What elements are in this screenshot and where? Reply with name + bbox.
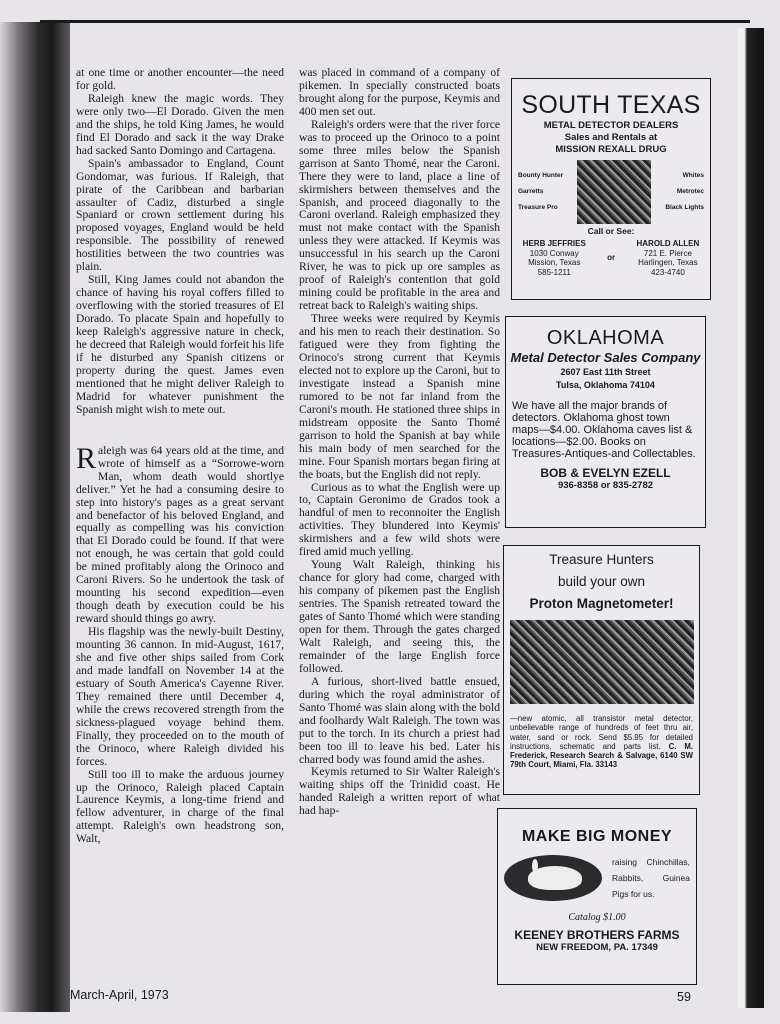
article-column-middle: [299, 67, 500, 818]
ad-oklahoma: [505, 316, 706, 528]
brand-list-left: [518, 168, 563, 216]
right-edge-bar: [738, 28, 764, 1008]
call-label: Call or See:: [587, 226, 635, 236]
ad-title: MAKE BIG MONEY: [521, 828, 673, 845]
brand-list-right: [665, 168, 704, 216]
paragraph: was placed in command of a company of pikemen. In specially constructed boats brought along for the purpose, Keymis and 400 men set out.: [299, 66, 500, 118]
rabbit-illustration: [504, 855, 602, 901]
page-number: 59: [677, 990, 691, 1004]
paragraph: Three weeks were required by Keymis and his men to reach their destination. So fatigued were they from fighting the Orinoco's strong current that Keymis elected not to explore up the Caroni, but to investigate instead a Spanish mine rumored to be not far inland from the Caroni's mouth. He stationed three ships in midstream opposite the Santo Thomé garrison to hold the Spanish at bay while his main body of men searched for the mine. Four Spanish mortars began firing at the boats, but the English did not reply.: [299, 312, 500, 481]
ad-body: [504, 714, 699, 770]
paragraph: His flagship was the newly-built Destiny, mounting 36 cannon. In mid-August, 1617, she and five other ships sailed from Cork and made landfall on November 14 at the estuary of South America's Cayenne River. They remained there until December 4, while the crews recovered strength from the sickness-plagued voyage behind them. Finally, they proceeded on to the mouth of the Orinoco, where Raleigh divided his forces.: [76, 625, 284, 768]
paragraph: Still too ill to make the arduous journey up the Orinoco, Raleigh placed Captain Laurence Keymis, a long-time friend and fellow adventurer, in charge of the final attempt. Raleigh's own headstrong son, Walt,: [76, 767, 284, 846]
brand: Whites: [682, 172, 704, 179]
ad-title: SOUTH TEXAS: [521, 91, 701, 119]
paragraph: Keymis returned to Sir Walter Raleigh's waiting ships off the Trinidid coast. He handed Raleigh a written report of what had hap-: [299, 765, 500, 818]
contact-harold-allen: [636, 239, 699, 277]
contact-phone: 585-1211: [537, 267, 571, 277]
ad-keeney-brothers: [497, 808, 697, 985]
drop-cap: R: [76, 441, 97, 475]
paragraph: A furious, short-lived battle ensued, during which the royal administrator of Santo Thomé was slain along with the bold and foolhardy Walt Raleigh. The town was put to the torch. In its church a priest had been too ill to leave his bed. Later his charred body was found amid the ashes.: [299, 674, 500, 766]
or-label: or: [607, 253, 616, 263]
contact-city: Harlingen, Texas: [638, 258, 698, 267]
contact-name: HERB JEFFRIES: [522, 239, 586, 248]
ad-south-texas: [511, 78, 711, 300]
brand: Black Lights: [665, 204, 704, 211]
ad-city: Tulsa, Oklahoma 74104: [556, 380, 655, 390]
ad-desc: raising Chinchillas, Rabbits, Guinea Pigs for us.: [612, 857, 690, 899]
paragraph: Still, King James could not abandon the chance of having his royal coffers filled to overflowing with the storied treasures of El Dorado. To placate Spain and hopefully to keep Raleigh's aggressive nature in check, he decreed that Raleigh would forfeit his life if he disturbed any Spanish citizens or property during the quest. James even mentioned that he might deliver Raleigh to Madrid for whatever punishment the Spanish might wish to mete out.: [76, 273, 284, 416]
ad-names: BOB & EVELYN EZELL: [540, 466, 671, 480]
page-binding-shadow: [0, 22, 70, 1012]
ad-subtitle: Sales and Rentals at: [564, 132, 658, 143]
contact-phone: 423-4740: [650, 267, 685, 277]
ad-street: 2607 East 11th Street: [560, 367, 651, 377]
ad-proton-magnetometer: [503, 545, 700, 795]
brand: Bounty Hunter: [518, 172, 564, 179]
brand: Garretts: [518, 188, 544, 195]
dropcap-paragraph: [76, 441, 284, 626]
contact-city: Mission, Texas: [528, 258, 581, 267]
brand: Treasure Pro: [518, 204, 558, 211]
ad-title: OKLAHOMA: [546, 327, 665, 349]
ad-company: Metal Detector Sales Company: [510, 350, 701, 365]
metal-detectors-photo: [577, 160, 651, 224]
ad-body: We have all the major brands of detectors. Oklahoma ghost town maps—$4.00. Oklahoma caves list & locations—$2.00. Books on Treasures-Antiques-and Collectables.: [512, 400, 696, 460]
ad-company: KEENEY BROTHERS FARMS: [514, 928, 680, 942]
contact-street: 721 E. Pierce: [643, 248, 692, 258]
contact-street: 1030 Conway: [529, 248, 579, 258]
ad-phones: 936-8358 or 835-2782: [557, 480, 654, 491]
brand: Metrotec: [676, 188, 704, 195]
paragraph: Raleigh's orders were that the river force was to proceed up the Orinoco to a point some three miles below the Spanish garrison at Santo Thomé, near the Caroni. There they were to land, place a line of skirmishers between themselves and the Spanish, and proceed diagonally to the Caroni overland. Raleigh emphasized they must not make contact with the Spanish unless they were attacked. If Keymis was unsuccessful in his search up the Caroni River, he was to pick up ore samples as proof of Raleigh's contention that gold mining could be profitable in the area and retreat back to Raleigh's waiting ships.: [299, 117, 500, 313]
paragraph: Young Walt Raleigh, thinking his chance for glory had come, charged with his company of pikemen past the English sentries. The Spanish retreated toward the gates of Santo Thomé which were standing open for them. Through the gates charged Walt Raleigh, and seeing this, the remainder of the large English force followed.: [299, 558, 500, 675]
ad-subtitle: MISSION REXALL DRUG: [555, 144, 667, 155]
ad-contact: C. M. Frederick, Research Search & Salvage, 6140 SW 79th Court, Miami, Fla. 33143: [510, 741, 694, 770]
paragraph: Curious as to what the English were up to, Captain Geronimo de Grados took a handful of men to reconnoiter the English activities. They blundered into Keymis' skirmishers and a few wild shots were fired amid much yelling.: [299, 480, 500, 559]
ad-headline: build your own: [557, 574, 646, 589]
top-rule: [40, 20, 750, 23]
paragraph: Raleigh knew the magic words. They were only two—El Dorado. Given the men and the ships, he told King James, he would find El Dorado and sack it the way Drake had sacked Santo Domingo and Cartagena.: [76, 91, 284, 157]
ad-subtitle: METAL DETECTOR DEALERS: [543, 120, 679, 131]
magnetometer-photo: [510, 620, 694, 704]
contact-name: HAROLD ALLEN: [636, 239, 700, 248]
ad-headline: Treasure Hunters: [549, 552, 654, 567]
ad-body-text: —new atomic, all transistor metal detector, unbelievable range of hundreds of feet thru air, water, sand or rock. Send $5.95 for detailed instructions, schematic and parts list.: [510, 714, 693, 751]
paragraph: Spain's ambassador to England, Count Gondomar, was furious. If Raleigh, that pirate of the Caribbean and barbarian assaulter of Cadiz, disturbed a single Spaniard or crown settlement during his proposed voyages, England would be held responsible. The possibility of renewed hostilities between the two countries was plain.: [76, 156, 284, 274]
issue-date: March-April, 1973: [70, 988, 169, 1002]
paragraph-text: aleigh was 64 years old at the time, and wrote of himself as a “Sorrowe-worn Man, whom death would shortlye deliver.” Yet he had a consuming desire to step into history's pages as a great servant and benefactor of his beloved England, and equally as compelling was his conviction that El Dorado could be found. If that were not enough, he was certain that gold could be mined profitably along the Orinoco and Caroni Rivers. So he undertook the task of mounting his second expedition—even though death by execution could be his reward should things go awry.: [76, 443, 284, 626]
ad-catalog-price: Catalog $1.00: [568, 912, 626, 923]
contact-herb-jeffries: [523, 239, 586, 277]
ad-headline: Proton Magnetometer!: [529, 596, 674, 611]
paragraph: at one time or another encounter—the need for gold.: [76, 66, 284, 92]
article-column-left: [76, 67, 284, 846]
ad-address: NEW FREEDOM, PA. 17349: [536, 942, 658, 953]
